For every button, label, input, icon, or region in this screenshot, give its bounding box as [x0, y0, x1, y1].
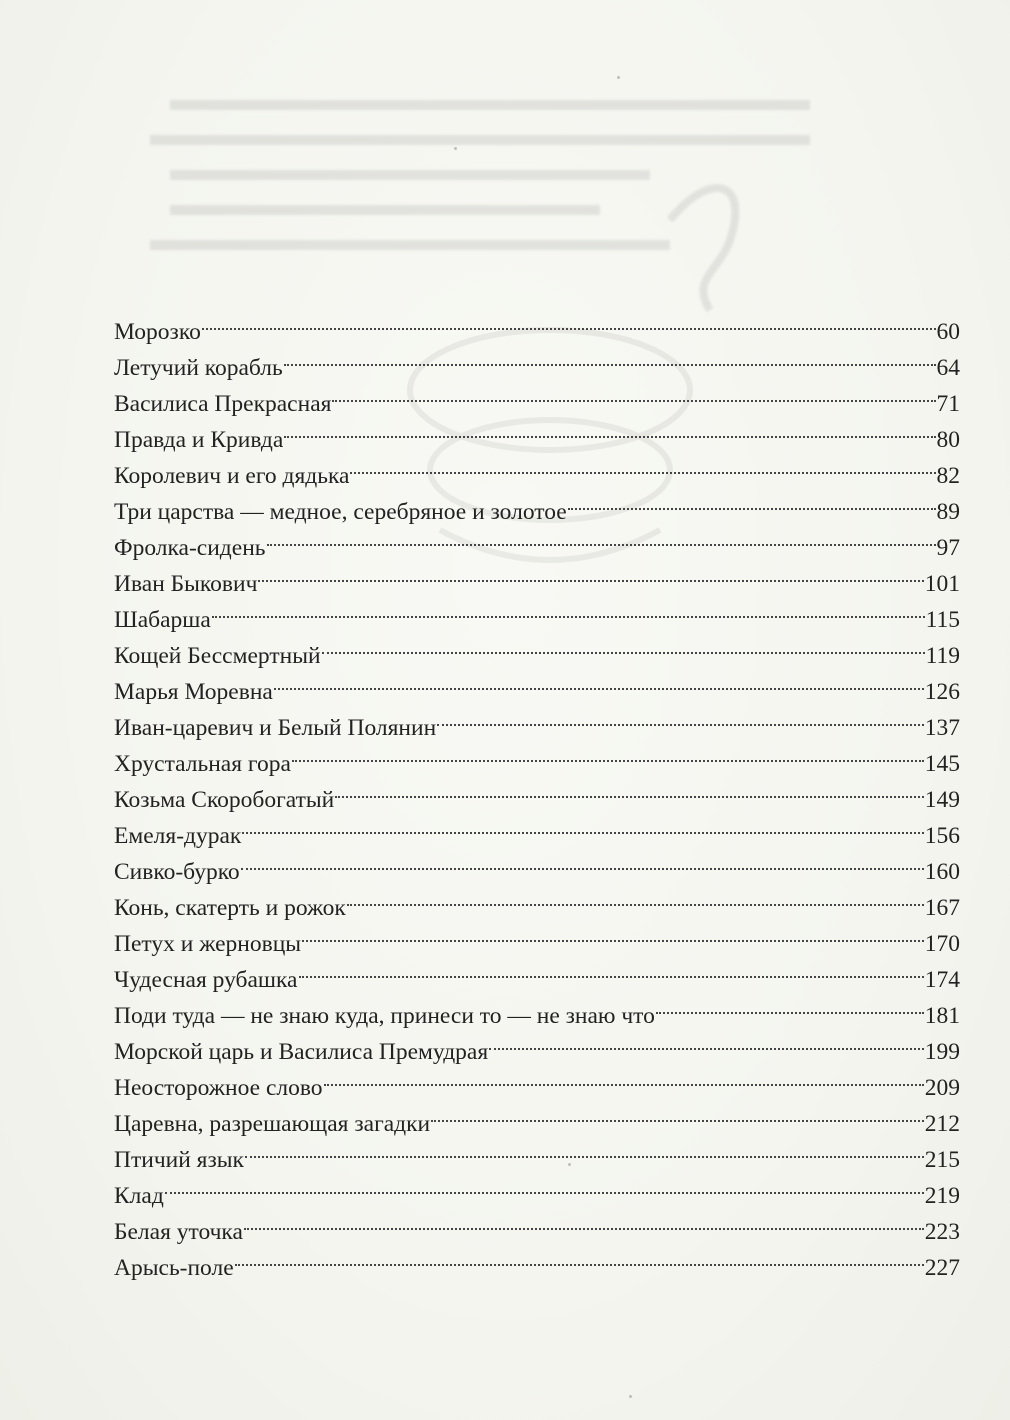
toc-entry-title: Иван Быкович [114, 571, 258, 597]
dot-leader [241, 843, 924, 879]
toc-entry-page-number: 181 [924, 1003, 960, 1029]
dot-leader [212, 591, 925, 627]
dot-leader [292, 735, 924, 771]
toc-entry-title: Клад [114, 1183, 164, 1209]
dot-leader [284, 339, 936, 375]
toc-entry-page-number: 137 [924, 715, 960, 741]
dot-leader [299, 951, 924, 987]
toc-entry-page-number: 215 [924, 1147, 960, 1173]
toc-entry-page-number: 82 [936, 463, 960, 489]
dot-leader [568, 483, 936, 519]
toc-entry-title: Морской царь и Василиса Премудрая [114, 1039, 489, 1065]
toc-entry-title: Сивко-бурко [114, 859, 240, 885]
dot-leader [244, 1203, 924, 1239]
toc-entry-page-number: 126 [924, 679, 960, 705]
toc-entry-page-number: 209 [924, 1075, 960, 1101]
toc-entry-title: Арысь-поле [114, 1255, 234, 1281]
toc-entry-title: Летучий корабль [114, 355, 283, 381]
toc-entry-title: Неосторожное слово [114, 1075, 323, 1101]
toc-entry-page-number: 89 [936, 499, 960, 525]
dot-leader [335, 771, 924, 807]
dot-leader [235, 1239, 924, 1275]
toc-entry-page-number: 170 [924, 931, 960, 957]
dot-leader [656, 987, 924, 1023]
toc-entry-page-number: 119 [925, 643, 960, 669]
toc-entry-title: Шабарша [114, 607, 211, 633]
toc-entry-title: Поди туда — не знаю куда, принеси то — не знаю что [114, 1003, 655, 1029]
toc-entry-page-number: 71 [936, 391, 960, 417]
table-of-contents [114, 303, 960, 1281]
toc-entry-page-number: 199 [924, 1039, 960, 1065]
toc-entry-title: Козьма Скоробогатый [114, 787, 335, 813]
toc-entry [114, 1239, 960, 1281]
paper-speck [568, 1163, 571, 1166]
dot-leader [431, 1095, 924, 1131]
toc-entry-title: Емеля-дурак [114, 823, 242, 849]
dot-leader [347, 879, 924, 915]
dot-leader [202, 303, 936, 339]
toc-entry-page-number: 64 [936, 355, 960, 381]
toc-entry-page-number: 149 [924, 787, 960, 813]
toc-entry [114, 303, 960, 345]
toc-entry-page-number: 167 [924, 895, 960, 921]
dot-leader [165, 1167, 924, 1203]
toc-entry-page-number: 80 [936, 427, 960, 453]
toc-entry-title: Марья Моревна [114, 679, 273, 705]
paper-speck [629, 1395, 632, 1398]
dot-leader [489, 1023, 924, 1059]
toc-entry-title: Белая уточка [114, 1219, 243, 1245]
toc-entry-title: Правда и Кривда [114, 427, 284, 453]
toc-entry-page-number: 97 [936, 535, 960, 561]
dot-leader [267, 519, 936, 555]
toc-entry-page-number: 227 [924, 1255, 960, 1281]
toc-entry-page-number: 174 [924, 967, 960, 993]
toc-entry-page-number: 223 [924, 1219, 960, 1245]
toc-entry-page-number: 145 [924, 751, 960, 777]
toc-entry-page-number: 160 [924, 859, 960, 885]
toc-entry-page-number: 115 [925, 607, 960, 633]
toc-entry-title: Птичий язык [114, 1147, 244, 1173]
dot-leader [258, 555, 923, 591]
toc-entry [114, 843, 960, 885]
toc-entry-title: Петух и жерновцы [114, 931, 302, 957]
toc-entry-title: Три царства — медное, серебряное и золотое [114, 499, 567, 525]
toc-entry [114, 627, 960, 669]
toc-entry-page-number: 156 [924, 823, 960, 849]
dot-leader [350, 447, 935, 483]
toc-entry [114, 1167, 960, 1209]
toc-entry-title: Фролка-сидень [114, 535, 266, 561]
show-through-text-decoration [150, 80, 870, 320]
dot-leader [332, 375, 935, 411]
toc-entry-title: Василиса Прекрасная [114, 391, 332, 417]
dot-leader [322, 627, 925, 663]
toc-entry [114, 591, 960, 633]
toc-entry-title: Конь, скатерть и рожок [114, 895, 346, 921]
toc-entry-title: Кощей Бессмертный [114, 643, 321, 669]
toc-entry [114, 339, 960, 381]
toc-entry-page-number: 219 [924, 1183, 960, 1209]
dot-leader [284, 411, 935, 447]
toc-entry [114, 879, 960, 921]
dot-leader [242, 807, 923, 843]
toc-entry-title: Царевна, разрешающая загадки [114, 1111, 431, 1137]
dot-leader [245, 1131, 924, 1167]
toc-entry-page-number: 212 [924, 1111, 960, 1137]
toc-entry [114, 1203, 960, 1245]
dot-leader [274, 663, 924, 699]
toc-entry-page-number: 60 [936, 319, 960, 345]
dot-leader [437, 699, 924, 735]
dot-leader [324, 1059, 924, 1095]
toc-entry-page-number: 101 [924, 571, 960, 597]
toc-entry-title: Королевич и его дядька [114, 463, 350, 489]
toc-entry-title: Чудесная рубашка [114, 967, 298, 993]
paper-speck [454, 147, 457, 150]
toc-entry-title: Иван-царевич и Белый Полянин [114, 715, 437, 741]
paper-speck [617, 76, 620, 79]
toc-entry-title: Хрустальная гора [114, 751, 291, 777]
dot-leader [302, 915, 924, 951]
toc-entry-title: Морозко [114, 319, 201, 345]
